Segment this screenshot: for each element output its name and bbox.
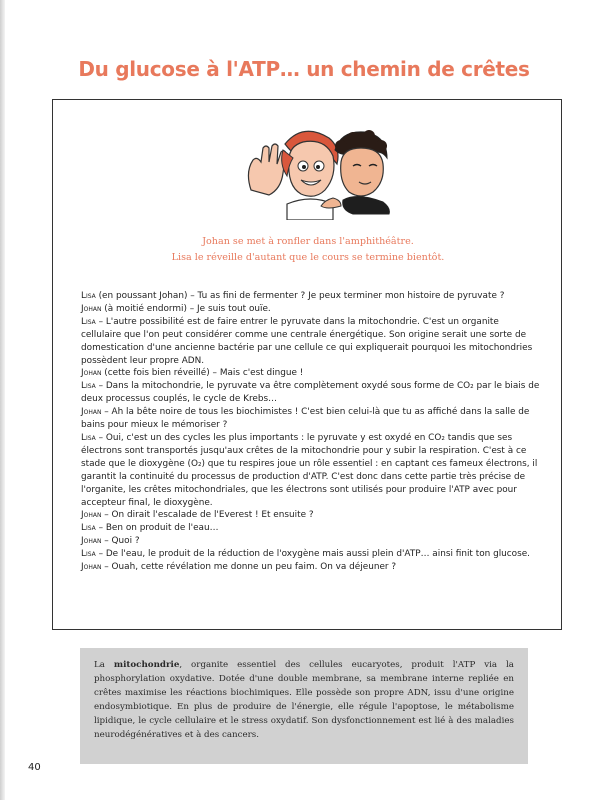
speaker-name: Lisa [81, 291, 96, 301]
summary-body: , organite essentiel des cellules eucaryotes, produit l'ATP via la phosphorylation oxydative. Dotée d'une double membrane, sa membrane interne repliée en crêtes maximise les réactions biochimiques. Elle possède son propre ADN, issu d'une origine endosymbiotique. En plus de produire de l'énergie, elle régule l'apoptose, le métabolisme lipidique, le cycle cellulaire et le stress oxydatif. Son dysfonctionnement est lié à des maladies neurodégénératives et à des cancers. [94, 660, 514, 740]
dialogue-line [81, 380, 541, 406]
dialogue-line-text: – Oui, c'est un des cycles les plus importants : le pyruvate y est oxydé en CO₂ tandis que ses électrons sont transportés jusqu'aux crêtes de la mitochondrie pour y subir la respiration. C'est à ce stade que le dioxygène (O₂) que tu respires joue un rôle essentiel : en captant ces fameux électrons, il garantit la continuité du processus de production d'ATP. C'est donc dans cette partie très précise de l'organite, les crêtes mitochondriales, que les électrons sont utilisés pour produire l'ATP avec pour accepteur final, le dioxygène. [81, 432, 538, 508]
page-number: 40 [28, 762, 41, 773]
dialogue-line [81, 290, 541, 303]
dialogue-line [81, 432, 541, 509]
speaker-name: Johan [81, 510, 102, 521]
dialogue-line-text: – Ouah, cette révélation me donne un peu faim. On va déjeuner ? [101, 562, 397, 573]
dialogue-line-text: – Quoi ? [101, 536, 140, 547]
dialogue-line-text: – L'autre possibilité est de faire entrer le pyruvate dans la mitochondrie. C'est un organite cellulaire que l'on peut considérer comme une centrale énergétique. Son origine serait une sorte de domestication d'une ancienne bactérie par une cellule ce qui expliquerait pourquoi les mitochondries possèdent leur propre ADN. [81, 316, 533, 366]
speaker-name: Johan [81, 368, 102, 379]
speaker-name: Lisa [81, 381, 96, 392]
summary-lead: La [94, 660, 114, 670]
speaker-name: Lisa [81, 316, 96, 327]
intro-line: Lisa le réveille d'autant que le cours se termine bientôt. [171, 252, 445, 263]
dialogue-text [81, 290, 541, 574]
intro-line: Johan se met à ronfler dans l'amphithéâtre. [202, 236, 414, 247]
speaker-name: Johan [81, 407, 102, 418]
dialogue-line [81, 522, 541, 535]
dialogue-line [81, 303, 541, 316]
dialogue-line [81, 535, 541, 548]
dialogue-frame [52, 99, 562, 630]
dialogue-line-text: (en poussant Johan) – Tu as fini de fermenter ? Je peux terminer mon histoire de pyruvate ? [95, 291, 505, 301]
speaker-name: Johan [81, 562, 102, 573]
intro-caption [53, 234, 563, 266]
speaker-name: Johan [81, 303, 102, 314]
dialogue-line-text: – Ben on produit de l'eau… [95, 523, 219, 534]
speaker-name: Lisa [81, 432, 96, 443]
summary-term: mitochondrie [113, 660, 180, 670]
two-characters-illustration [223, 120, 403, 220]
speaker-name: Lisa [81, 549, 96, 560]
speaker-name: Johan [81, 536, 102, 547]
dialogue-line [81, 548, 541, 561]
summary-box [80, 648, 528, 764]
dialogue-line [81, 367, 541, 380]
page-title: Du glucose à l'ATP… un chemin de crêtes [78, 57, 530, 82]
dialogue-line [81, 406, 541, 432]
page-edge [0, 0, 5, 800]
dialogue-line-text: (à moitié endormi) – Je suis tout ouïe. [101, 303, 271, 314]
dialogue-line-text: – On dirait l'escalade de l'Everest ! Et ensuite ? [101, 510, 314, 521]
dialogue-line-text: (cette fois bien réveillé) – Mais c'est dingue ! [101, 368, 304, 379]
dialogue-line [81, 316, 541, 368]
dialogue-line-text: – Dans la mitochondrie, le pyruvate va être complètement oxydé sous forme de CO₂ par le biais de deux processus couplés, le cycle de Krebs… [81, 381, 540, 405]
dialogue-line-text: – Ah la bête noire de tous les biochimistes ! C'est bien celui-là que tu as affiché dans la salle de bains pour mieux le mémoriser ? [81, 407, 530, 431]
dialogue-line [81, 509, 541, 522]
dialogue-line [81, 561, 541, 574]
dialogue-line-text: – De l'eau, le produit de la réduction de l'oxygène mais aussi plein d'ATP… ainsi finit ton glucose. [95, 549, 531, 560]
speaker-name: Lisa [81, 523, 96, 534]
